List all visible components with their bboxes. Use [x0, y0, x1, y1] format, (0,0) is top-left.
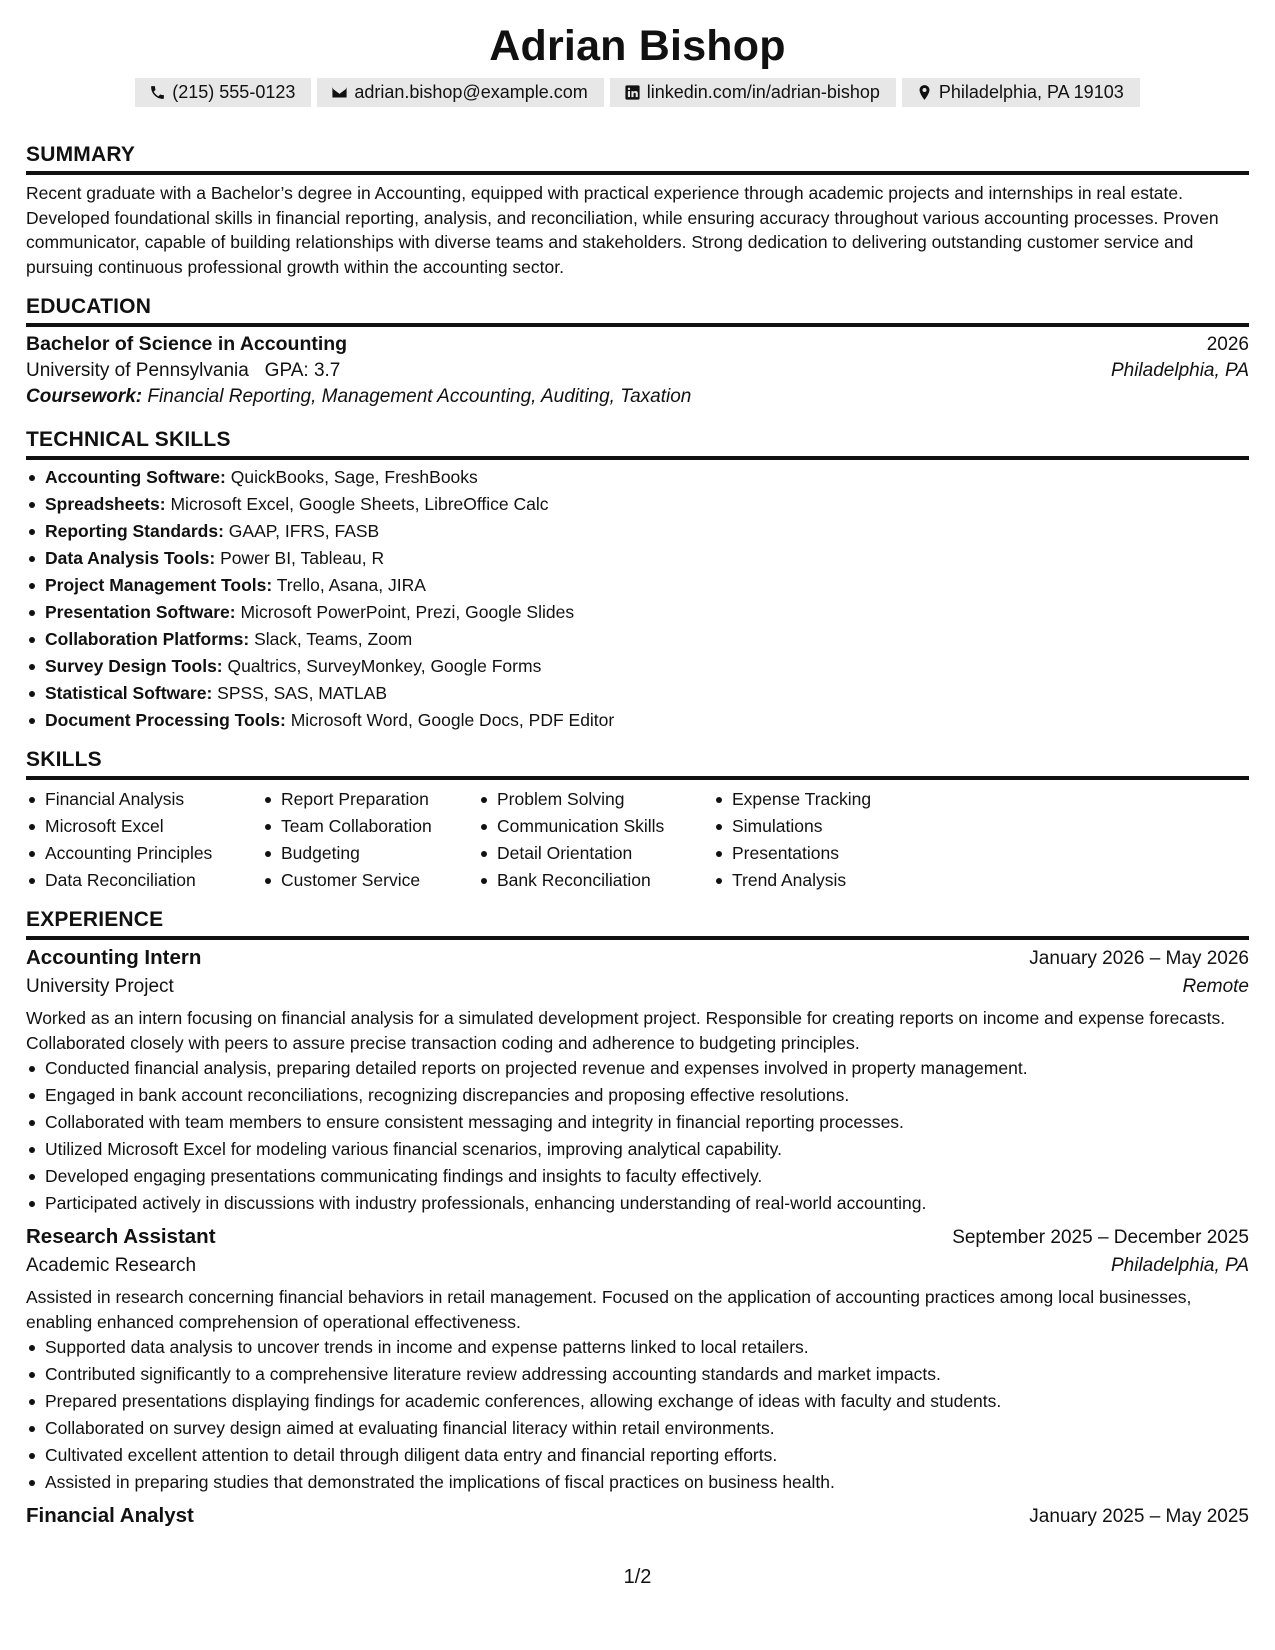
- skill-label: Project Management Tools:: [45, 575, 273, 595]
- school-row: [26, 360, 1249, 382]
- list-item: [26, 680, 1249, 707]
- skill-value: GAAP, IFRS, FASB: [228, 521, 380, 541]
- list-item: [26, 518, 1249, 545]
- candidate-name: Adrian Bishop: [489, 22, 786, 70]
- education-heading: EDUCATION: [26, 293, 1249, 327]
- job-location: Remote: [1182, 976, 1249, 997]
- page-number: 1/2: [623, 1566, 652, 1588]
- list-item: Financial Analysis: [26, 786, 242, 813]
- skills-section: [26, 746, 1249, 894]
- experience-heading: EXPERIENCE: [26, 906, 1249, 940]
- job-org-row: [26, 976, 1249, 998]
- job-dates: January 2026 – May 2026: [1029, 948, 1249, 969]
- skill-label: Accounting Software:: [45, 467, 226, 487]
- list-item: Supported data analysis to uncover trends in income and expense patterns linked to local retailers.: [26, 1334, 1249, 1361]
- list-item: Collaborated with team members to ensure consistent messaging and integrity in financial reporting processes.: [26, 1109, 1249, 1136]
- skills-grid: [26, 786, 1249, 894]
- list-item: Utilized Microsoft Excel for modeling various financial scenarios, improving analytical capability.: [26, 1136, 1249, 1163]
- linkedin-chip[interactable]: [610, 78, 896, 107]
- email-text: adrian.bishop@example.com: [354, 82, 588, 102]
- list-item: Developed engaging presentations communicating findings and insights to faculty effectively.: [26, 1163, 1249, 1190]
- job-dates: January 2025 – May 2025: [1029, 1506, 1249, 1527]
- email-chip[interactable]: [317, 78, 603, 107]
- job-org: University Project: [26, 976, 174, 997]
- location-text: Philadelphia, PA 19103: [938, 82, 1124, 102]
- job-location: Philadelphia, PA: [1110, 1255, 1249, 1276]
- list-item: Problem Solving: [478, 786, 693, 813]
- summary-heading: SUMMARY: [26, 141, 1249, 175]
- list-item: Participated actively in discussions with industry professionals, enhancing understanding of real-world accounting.: [26, 1190, 1249, 1217]
- list-item: [26, 464, 1249, 491]
- degree-year: 2026: [1206, 334, 1249, 355]
- skill-label: Survey Design Tools:: [45, 656, 223, 676]
- skill-value: Microsoft Word, Google Docs, PDF Editor: [290, 710, 615, 730]
- list-item: Team Collaboration: [262, 813, 458, 840]
- list-item: Prepared presentations displaying findings for academic conferences, allowing exchange of ideas with faculty and students.: [26, 1388, 1249, 1415]
- skill-value: SPSS, SAS, MATLAB: [217, 683, 388, 703]
- skill-value: Microsoft PowerPoint, Prezi, Google Slides: [240, 602, 575, 622]
- job-org-row: [26, 1255, 1249, 1277]
- skill-label: Presentation Software:: [45, 602, 236, 622]
- list-item: Report Preparation: [262, 786, 458, 813]
- skill-label: Data Analysis Tools:: [45, 548, 216, 568]
- skill-label: Collaboration Platforms:: [45, 629, 250, 649]
- skill-value: Power BI, Tableau, R: [220, 548, 385, 568]
- list-item: [26, 707, 1249, 734]
- school-name: University of Pennsylvania: [26, 360, 249, 381]
- phone-icon: [149, 84, 166, 101]
- job-header-row: [26, 946, 1249, 970]
- list-item: [26, 626, 1249, 653]
- skills-column: [26, 786, 242, 894]
- coursework-list: Financial Reporting, Management Accounting, Auditing, Taxation: [147, 386, 692, 407]
- job-title: Research Assistant: [26, 1225, 216, 1248]
- job-bullets: [26, 1334, 1249, 1496]
- list-item: Budgeting: [262, 840, 458, 867]
- list-item: Expense Tracking: [713, 786, 913, 813]
- job-description: Assisted in research concerning financial behaviors in retail management. Focused on the application of accounting practices among local businesses, enabling enhanced comprehension of operational effectiveness.: [26, 1287, 1192, 1332]
- list-item: [26, 572, 1249, 599]
- list-item: Engaged in bank account reconciliations, recognizing discrepancies and proposing effective resolutions.: [26, 1082, 1249, 1109]
- coursework-line: [26, 386, 1249, 408]
- skill-value: Microsoft Excel, Google Sheets, LibreOffice Calc: [170, 494, 549, 514]
- list-item: Simulations: [713, 813, 913, 840]
- skill-value: Trello, Asana, JIRA: [276, 575, 426, 595]
- skill-label: Spreadsheets:: [45, 494, 166, 514]
- job-bullets: [26, 1055, 1249, 1217]
- job-header-row: [26, 1504, 1249, 1528]
- job-header-row: [26, 1225, 1249, 1249]
- skill-value: QuickBooks, Sage, FreshBooks: [230, 467, 478, 487]
- skill-label: Document Processing Tools:: [45, 710, 286, 730]
- job-entry: [26, 1504, 1249, 1528]
- list-item: Detail Orientation: [478, 840, 693, 867]
- phone-chip[interactable]: [135, 78, 311, 107]
- list-item: Customer Service: [262, 867, 458, 894]
- list-item: [26, 491, 1249, 518]
- summary-section: [26, 141, 1249, 279]
- job-org: Academic Research: [26, 1255, 197, 1276]
- job-entry: [26, 946, 1249, 1217]
- list-item: Cultivated excellent attention to detail through diligent data entry and financial reporting efforts.: [26, 1442, 1249, 1469]
- job-description: Worked as an intern focusing on financial analysis for a simulated development project. Responsible for creating reports on income and expense forecasts. Collaborated closely with peers to assure precise transaction coding and adherence to budgeting principles.: [26, 1008, 1226, 1053]
- skill-value: Qualtrics, SurveyMonkey, Google Forms: [227, 656, 542, 676]
- list-item: Data Reconciliation: [26, 867, 242, 894]
- list-item: Presentations: [713, 840, 913, 867]
- list-item: [26, 653, 1249, 680]
- coursework-label: Coursework:: [26, 386, 143, 407]
- technical-skills-heading: TECHNICAL SKILLS: [26, 426, 1249, 460]
- linkedin-text: linkedin.com/in/adrian-bishop: [646, 82, 880, 102]
- skill-value: Slack, Teams, Zoom: [254, 629, 413, 649]
- job-dates: September 2025 – December 2025: [952, 1227, 1249, 1248]
- location-chip: [902, 78, 1140, 107]
- list-item: Communication Skills: [478, 813, 693, 840]
- experience-section: [26, 906, 1249, 1528]
- contact-bar: [26, 78, 1249, 107]
- list-item: Collaborated on survey design aimed at evaluating financial literacy within retail environments.: [26, 1415, 1249, 1442]
- job-entry: [26, 1225, 1249, 1496]
- list-item: Contributed significantly to a comprehensive literature review addressing accounting standards and market impacts.: [26, 1361, 1249, 1388]
- skills-column: [262, 786, 458, 894]
- map-pin-icon: [916, 84, 933, 101]
- technical-skills-list: [26, 464, 1249, 734]
- list-item: [26, 545, 1249, 572]
- education-section: [26, 293, 1249, 408]
- linkedin-icon: [624, 84, 641, 101]
- list-item: Bank Reconciliation: [478, 867, 693, 894]
- skills-column: [478, 786, 693, 894]
- list-item: Accounting Principles: [26, 840, 242, 867]
- skill-label: Reporting Standards:: [45, 521, 224, 541]
- list-item: Trend Analysis: [713, 867, 913, 894]
- summary-text: Recent graduate with a Bachelor’s degree in Accounting, equipped with practical experience through academic projects and internships in real estate. Developed foundational skills in financial reporting, analysis, and reconciliation, while ensuring accuracy throughout various accounting processes. Proven communicator, capable of building relationships with diverse teams and stakeholders. Strong dedication to delivering outstanding customer service and pursuing continuous professional growth within the accounting sector.: [26, 183, 1219, 277]
- list-item: [26, 599, 1249, 626]
- list-item: Microsoft Excel: [26, 813, 242, 840]
- job-title: Financial Analyst: [26, 1504, 194, 1527]
- degree-title: Bachelor of Science in Accounting: [26, 333, 348, 355]
- technical-skills-section: [26, 426, 1249, 734]
- skills-heading: SKILLS: [26, 746, 1249, 780]
- school-info: [26, 360, 340, 382]
- list-item: Assisted in preparing studies that demonstrated the implications of fiscal practices on business health.: [26, 1469, 1249, 1496]
- phone-text: (215) 555-0123: [172, 82, 296, 102]
- list-item: Conducted financial analysis, preparing detailed reports on projected revenue and expenses involved in property management.: [26, 1055, 1249, 1082]
- school-location: Philadelphia, PA: [1110, 360, 1249, 381]
- skills-column: [713, 786, 913, 894]
- job-title: Accounting Intern: [26, 946, 202, 969]
- skill-label: Statistical Software:: [45, 683, 213, 703]
- degree-row: [26, 333, 1249, 356]
- envelope-icon: [331, 84, 348, 101]
- gpa: GPA: 3.7: [264, 360, 341, 381]
